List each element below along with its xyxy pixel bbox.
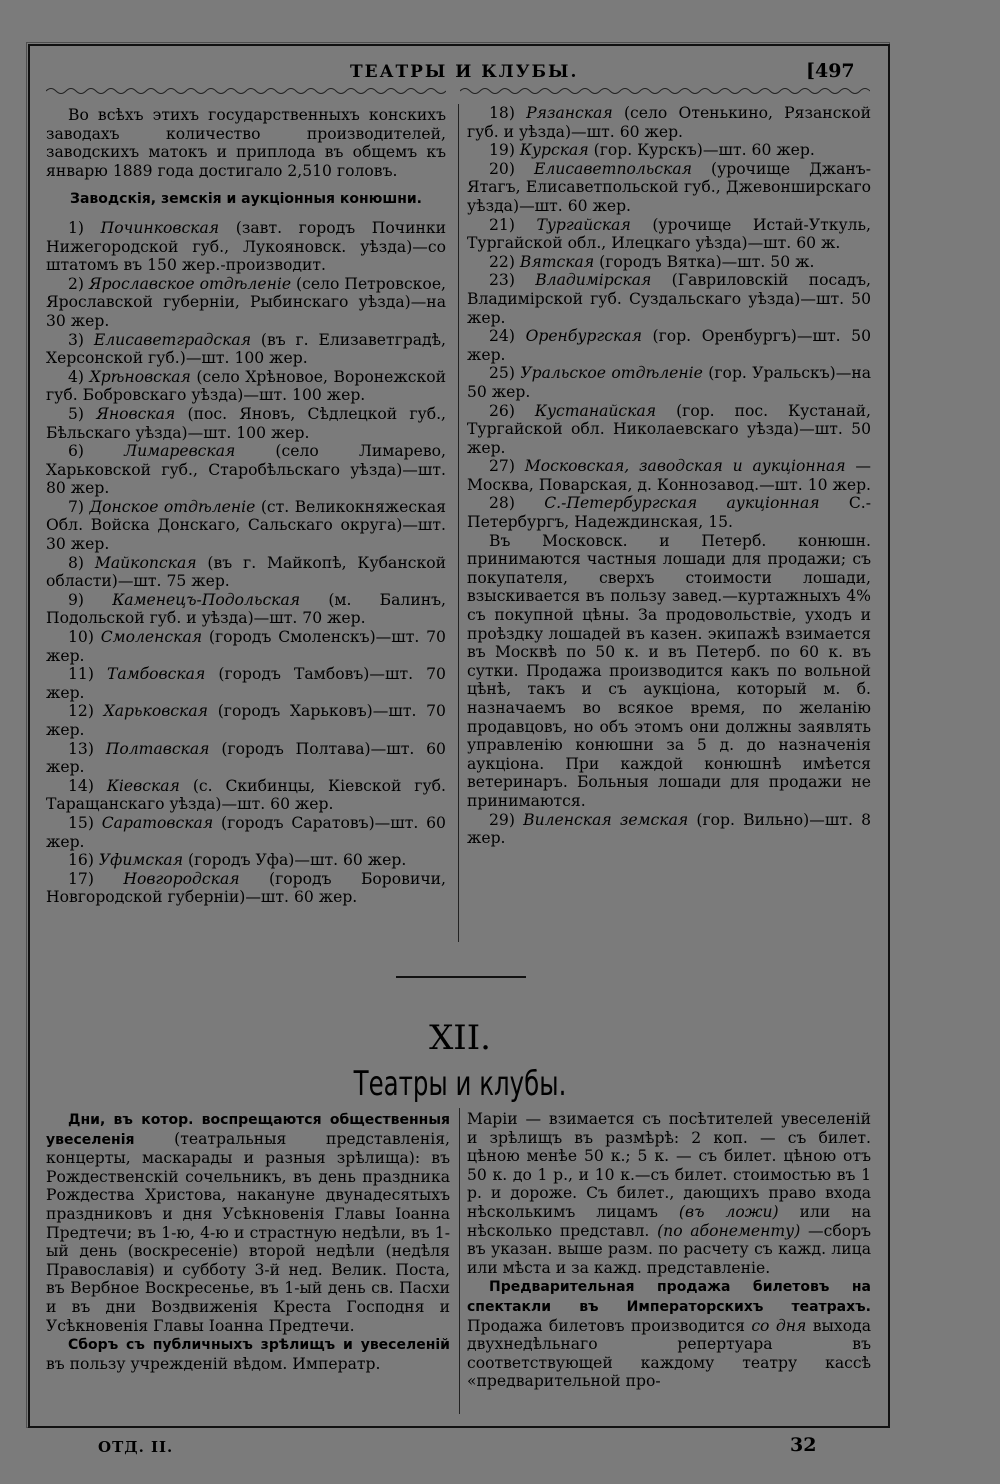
fee-continued-paragraph [467,1110,871,1277]
item-name: Донское отдѣленіе [89,497,256,516]
list-item [46,702,446,739]
list-item [46,665,446,702]
item-number: 19) [489,141,515,160]
list-item [46,870,446,907]
right-stud-list [467,104,871,532]
item-number: 24) [489,327,515,346]
item-number: 18) [489,104,515,122]
item-text: (урочище Джанъ-Ятагъ, Елисаветпольской губ., Джевонширскаго уѣзда)—шт. 60 жер. [467,159,871,215]
fee-paragraph [46,1335,450,1373]
item-name: Ярославское отдѣленіе [88,274,292,293]
chapter-title: Театры и клубы. [353,1064,567,1104]
item-text: (село Хрѣновое, Воронежской губ. Бобровскаго уѣзда)—шт. 100 жер. [46,367,446,405]
item-number: 4) [68,367,85,386]
list-item [46,331,446,368]
chapter-number: XII. [429,1018,491,1058]
item-number: 16) [68,851,94,870]
list-item [467,216,871,253]
item-number: 27) [489,457,515,476]
item-number: 5) [68,404,85,423]
item-text: (село Лимарево, Харьковской губ., Старобѣльскаго уѣзда)—шт. 80 жер. [46,442,446,498]
item-name: Рязанская [526,104,613,122]
item-number: 8) [68,553,85,572]
list-item [467,457,871,494]
item-text: (городъ Боровичи, Новгородской губерніи)—шт. 60 жер. [46,869,446,907]
item-number: 11) [68,665,94,684]
presale-italic: со дня [751,1316,807,1335]
presale-text-a: Продажа билетовъ производится [467,1316,752,1335]
item-name: Починковская [100,218,220,237]
list-item [467,271,871,327]
banned-days-heading: Дни, въ котор. воспрещаются общественныя увеселенія [46,1112,450,1148]
list-item [46,442,446,498]
item-text: (городъ Смоленскъ)—шт. 70 жер. [46,628,446,665]
item-name: Полтавская [105,739,210,758]
item-name: Каменецъ-Подольская [112,590,301,609]
item-text: (гор. Вильно)—шт. 8 жер. [467,810,871,848]
item-text: (городъ Саратовъ)—шт. 60 жер. [46,813,446,851]
wavy-rule-left [46,84,446,98]
item-number: 10) [68,628,94,647]
item-name: Хрѣновская [89,367,191,386]
item-text: (городъ Харьковъ)—шт. 70 жер. [46,702,446,739]
item-name: Кустанайская [534,401,657,420]
item-name: Владимірская [535,271,652,290]
item-number: 2) [68,274,85,293]
item-name: Елисаветградская [93,330,252,349]
item-text: (м. Балинъ, Подольской губ. и уѣзда)—шт. 70 жер. [46,590,446,628]
item-number: 23) [489,271,515,290]
item-text: (пос. Яновъ, Сѣдлецкой губ., Бѣльскаго уѣзда)—шт. 100 жер. [46,404,447,442]
item-number: 13) [68,739,94,758]
item-text: (городъ Полтава)—шт. 60 жер. [46,739,446,777]
item-name: Московская, заводская и аукціонная [524,457,846,476]
fee-text: въ пользу учрежденій вѣдом. Императр. [46,1354,381,1373]
item-text: (городъ Уфа)—шт. 60 жер. [188,851,407,870]
item-name: Тургайская [536,215,631,234]
list-item [467,160,871,216]
item-number: 20) [489,159,515,178]
intro-paragraph: Во всѣхъ этихъ государственныхъ конскихъ заводахъ количество производителей, заводскихъ матокъ и приплода въ общемъ къ январю 1889 года достигало 2,510 головъ. [46,106,446,180]
wavy-rule-right [460,84,870,98]
item-number: 26) [489,401,515,420]
item-number: 15) [68,813,94,832]
item-name: Кіевская [106,776,180,795]
item-number: 12) [68,702,94,721]
list-item [467,104,871,141]
running-title: ТЕАТРЫ И КЛУБЫ. [350,62,579,82]
item-number: 28) [489,494,515,513]
list-item [46,554,446,591]
auction-paragraph: Въ Московск. и Петерб. конюшн. принимаются частныя лошади для продажи; съ покупателя, сверхъ стоимости лошади, взыскивается въ пользу завед.—куртажныхъ 4% съ покупной цѣны. За продовольствіе, уходъ и проѣздку лошадей въ казен. экипажѣ взимается въ Москвѣ по 50 к. и въ Петерб. по 60 к. въ сутки. Продажа производится какъ по вольной цѣнѣ, такъ и съ аукціона, который м. б. назначаемъ во всякое время, по желанію продавцовъ, но объ этомъ они должны заявлять управленію конюшни за 5 д. до назначенія аукціона. При каждой конюшнѣ имѣется ветеринаръ. Больныя лошади для продажи не принимаются. [467,531,871,810]
item-number: 7) [68,497,85,516]
lower-left-column [46,1110,450,1373]
banned-days-paragraph [46,1110,450,1335]
fee-continued-text-b: или на нѣсколько представл. [467,1202,872,1240]
item-number: 3) [68,330,85,349]
list-item [46,851,446,870]
item-name: Уральское отдѣленіе [520,364,703,383]
item-number: 17) [68,869,94,888]
item-name: С.-Петербургская аукціонная [544,494,820,513]
item-text: (гор. Курскъ)—шт. 60 жер. [593,141,815,160]
left-column [46,106,446,907]
footer-page-number: 32 [790,1434,817,1456]
list-item [46,219,446,275]
list-item [46,628,446,665]
item-name: Лимаревская [124,442,236,461]
presale-paragraph [467,1277,871,1391]
list-item [467,141,871,160]
list-item-29 [467,811,871,848]
item-text: (городъ Вятка)—шт. 50 ж. [599,252,815,271]
right-column [467,104,871,848]
item-text: (с. Скибинцы, Кіевской губ. Таращанскаго уѣзда)—шт. 60 жер. [46,776,446,814]
list-item [467,364,871,401]
item-name: Яновская [96,404,176,423]
item-name: Майкопская [94,553,197,572]
presale-heading: Предварительная продажа билетовъ на спектакли въ Императорскихъ театрахъ. [467,1279,871,1315]
item-text: (Гавриловскій посадъ, Владимірской губ. Суздальскаго уѣзда)—шт. 50 жер. [467,271,871,327]
item-text: (въ г. Елизаветградѣ, Херсонской губ.)—шт. 100 жер. [46,330,446,368]
item-name: Оренбургская [525,327,642,346]
item-text: (городъ Тамбовъ)—шт. 70 жер. [46,665,446,702]
item-name: Тамбовская [107,665,206,684]
item-number: 25) [489,364,515,383]
fee-continued-italic-a: (въ ложи) [678,1202,779,1221]
item-name: Курская [519,141,589,160]
list-item [467,327,871,364]
fee-continued-italic-b: (по абонементу) [657,1221,801,1240]
item-text: (гор. пос. Кустанай, Тургайской обл. Николаевскаго уѣзда)—шт. 50 жер. [467,401,871,457]
item-name: Смоленская [100,628,203,647]
list-item [46,777,446,814]
item-name: Новгородская [123,869,240,888]
left-stud-list [46,219,446,907]
item-name: Уфимская [98,851,184,870]
list-item [46,275,446,331]
list-item [46,591,446,628]
item-name: Елисаветпольская [533,159,692,178]
item-text: (завт. городъ Починки Нижегородской губ., Лукояновск. уѣзда)—со штатомъ въ 150 жер.-производит. [46,218,446,275]
fee-continued-text-a: Маріи — взимается съ посѣтителей увеселеній и зрѣлищъ въ размѣрѣ: 2 коп. — съ билет. цѣною менѣе 50 к.; 5 к. — съ билет. цѣною отъ 50 к. до 1 р., и 10 к.—съ билет. стоимостью въ 1 р. и дороже. Съ билет., дающихъ право входа нѣсколькимъ лицамъ [467,1110,871,1221]
item-name: Саратовская [101,813,214,832]
column-divider-upper [458,104,459,942]
item-text: (ст. Великокняжеская Обл. Войска Донскаго, Сальскаго округа)—шт. 30 жер. [46,497,446,554]
item-name: Вятская [519,252,595,271]
section-separator [396,976,526,978]
item-number: 22) [489,252,515,271]
list-item [467,253,871,272]
item-text: (гор. Уральскъ)—на 50 жер. [467,364,872,401]
item-name: Харьковская [103,702,208,721]
item-text: —Москва, Поварская, д. Коннозавод.—шт. 10 жер. [467,457,872,494]
fee-continued-text-c: —сборъ въ указан. выше разм. по расчету съ кажд. лица или мѣста и за кажд. представленіе. [467,1221,871,1277]
lower-right-column [467,1110,871,1391]
item-text: (село Отенькино, Рязанской губ. и уѣзда)—шт. 60 жер. [467,104,871,141]
list-item [46,405,446,442]
fee-heading: Сборъ съ публичныхъ зрѣлищъ и увеселеній [68,1337,450,1354]
item-number: 1) [68,218,85,237]
running-page-number: [497 [806,60,855,82]
item-name: Виленская земская [523,810,689,829]
list-item [467,494,871,531]
item-number: 9) [68,590,85,609]
item-text: (село Петровское, Ярославской губерніи, Рыбинскаго уѣзда)—на 30 жер. [46,274,446,330]
footer-section: ОТД. II. [98,1438,174,1456]
list-item [46,814,446,851]
banned-days-text: (театральныя представленія, концерты, маскарады и разныя зрѣлища): въ Рождественскій сочельникъ, въ день праздника Рождества Христова, накануне двунадесятыхъ праздниковъ и дня Усѣкновенія Главы Іоанна Предтечи; въ 1-ю, 4-ю и страстную недѣли, въ 1-ый день (воскресеніе) второй недѣли (недѣля Православія) и субботу 3-й нед. Велик. Поста, въ Вербное Воскресенье, въ 1-ый день св. Пасхи и въ дни Воздвиженія Креста Господня и Усѣкновенія Главы Іоанна Предтечи. [46,1129,450,1335]
list-item [46,368,446,405]
list-item [46,740,446,777]
item-number: 14) [68,776,94,795]
item-text: (въ г. Майкопѣ, Кубанской области)—шт. 75 жер. [46,553,446,591]
item-text: (урочище Истай-Уткуль, Тургайской обл., Илецкаго уѣзда)—шт. 60 ж. [467,215,871,253]
item-text: С.-Петербургъ, Надеждинская, 15. [467,494,871,532]
item-number: 6) [68,442,85,461]
item-number: 29) [489,810,515,829]
item-number: 21) [489,215,515,234]
section-heading: Заводскія, земскія и аукціонныя конюшни. [70,191,422,208]
list-item [467,402,871,458]
item-text: (гор. Оренбургъ)—шт. 50 жер. [467,327,871,364]
column-divider-lower [459,1108,460,1414]
list-item [46,498,446,554]
presale-text-b: выхода двухнедѣльнаго репертуара въ соответствующей каждому театру кассѣ «предварительной про- [467,1316,871,1391]
